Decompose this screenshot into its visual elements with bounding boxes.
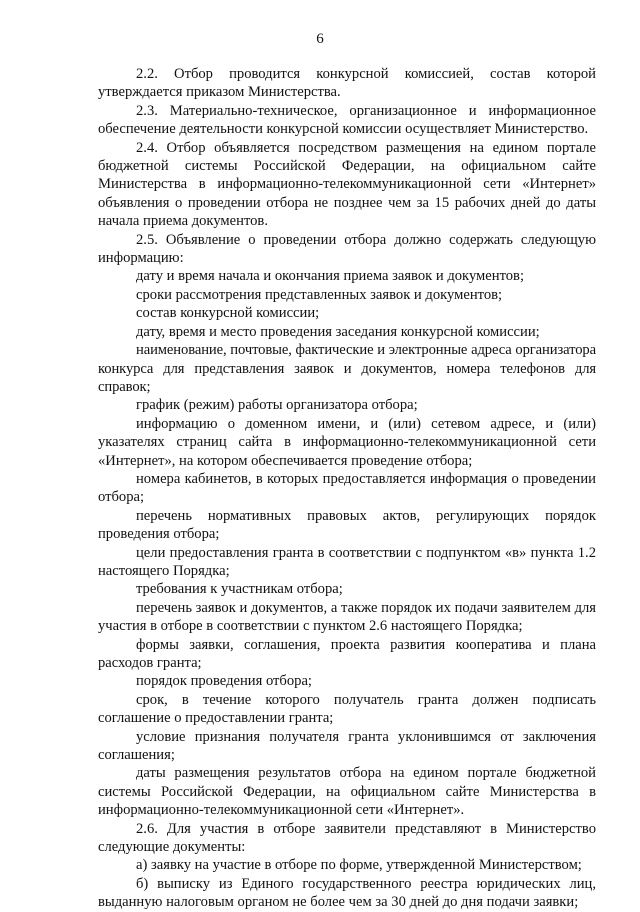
list-item: график (режим) работы организатора отбора; (136, 397, 418, 414)
paragraph-2-2: 2.2. Отбор проводится конкурсной комиссией, состав которой утверждается приказом Министерства. (98, 66, 596, 101)
list-item: информацию о доменном имени, и (или) сетевом адресе, и (или) указателях страниц сайта в информационно-телекоммуникационной сети «Интернет», на котором обеспечивается проведение отбора; (98, 415, 596, 469)
list-item: порядок проведения отбора; (136, 673, 312, 690)
list-item: требования к участникам отбора; (136, 581, 343, 598)
list-item: состав конкурсной комиссии; (136, 305, 320, 322)
list-item: дату и время начала и окончания приема заявок и документов; (136, 268, 524, 285)
list-item: наименование, почтовые, фактические и электронные адреса организатора конкурса для представления заявок и документов, номера телефонов для справок; (98, 342, 596, 395)
list-item: формы заявки, соглашения, проекта развития кооператива и плана расходов гранта; (98, 636, 596, 671)
list-item: номера кабинетов, в которых предоставляется информация о проведении отбора; (98, 470, 596, 506)
paragraph-2-3: 2.3. Материально-техническое, организационное и информационное обеспечение деятельности конкурсной комиссии осуществляет Министерство. (98, 102, 596, 138)
paragraph-2-6: 2.6. Для участия в отборе заявители представляют в Министерство следующие документы: (98, 820, 596, 856)
list-item: перечень заявок и документов, а также порядок их подачи заявителем для участия в отборе в соответствии с пунктом 2.6 настоящего Порядка; (98, 599, 596, 635)
paragraph-2-4: 2.4. Отбор объявляется посредством размещения на едином портале бюджетной системы Российской Федерации, на официальном сайте Министерства в информационно-телекоммуникационной сети «Интернет» объявления о проведении отбора не позднее чем за 15 рабочих дней до даты начала приема документов. (98, 139, 596, 230)
list-item: сроки рассмотрения представленных заявок и документов; (136, 286, 503, 303)
list-item: цели предоставления гранта в соответствии с подпунктом «в» пункта 1.2 настоящего Порядка; (98, 544, 596, 579)
document-body (98, 65, 596, 912)
list-item: перечень нормативных правовых актов, регулирующих порядок проведения отбора; (98, 507, 596, 543)
paragraph-2-5: 2.5. Объявление о проведении отбора должно содержать следующую информацию: (98, 231, 596, 267)
list-item: срок, в течение которого получатель гранта должен подписать соглашение о предоставлении гранта; (98, 691, 596, 727)
list-item: даты размещения результатов отбора на едином портале бюджетной системы Российской Федерации, на официальном сайте Министерства в информационно-телекоммуникационной сети «Интернет». (98, 765, 596, 819)
list-item: а) заявку на участие в отборе по форме, утвержденной Министерством; (136, 857, 582, 874)
page-number: 6 (316, 31, 324, 47)
list-item: дату, время и место проведения заседания конкурсной комиссии; (136, 323, 540, 340)
list-item: условие признания получателя гранта уклонившимся от заключения соглашения; (98, 728, 596, 764)
list-item: б) выписку из Единого государственного реестра юридических лиц, выданную налоговым органом не более чем за 30 дней до дня подачи заявки; (98, 875, 596, 911)
